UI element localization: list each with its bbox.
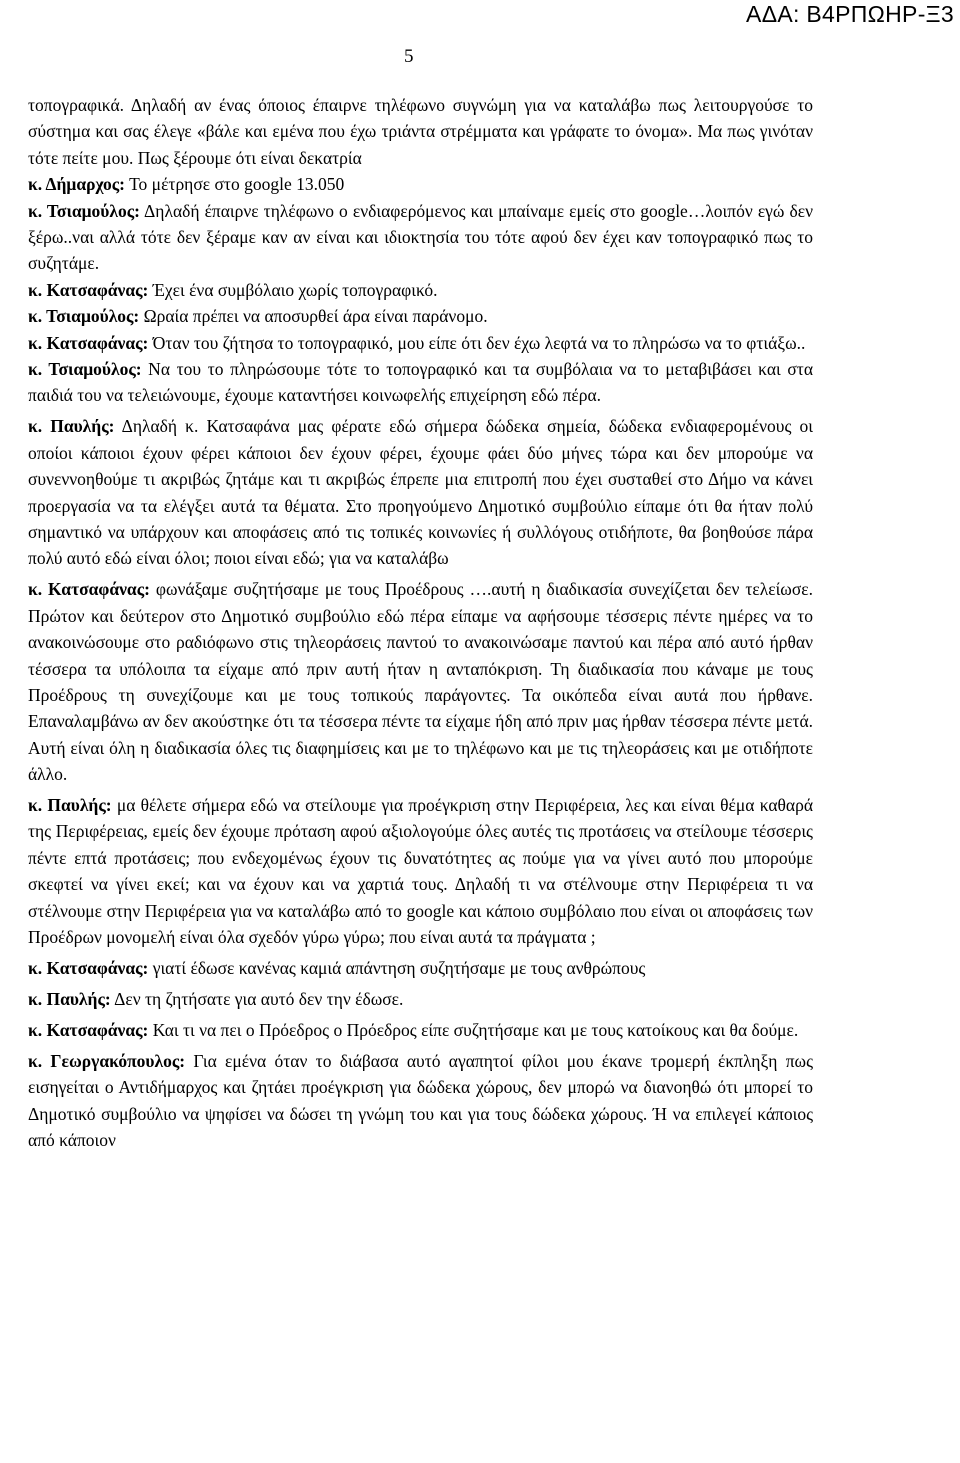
paragraph-text: Δεν τη ζητήσατε για αυτό δεν την έδωσε. — [110, 988, 404, 1009]
paragraph-2 — [28, 171, 813, 197]
paragraph-11 — [28, 955, 813, 981]
paragraph-8 — [28, 413, 813, 571]
paragraph-14 — [28, 1048, 813, 1154]
paragraph-7 — [28, 356, 813, 409]
paragraph-12 — [28, 986, 813, 1012]
page-number: 5 — [404, 46, 414, 67]
paragraph-3 — [28, 198, 813, 277]
paragraph-text: Έχει ένα συμβόλαιο χωρίς τοπογραφικό. — [148, 279, 438, 300]
paragraph-text: Να του το πληρώσουμε τότε το τοπογραφικό και τα συμβόλαια να το μεταβιβάσει και στα παιδιά του να τελειώνουμε, έχουμε καταντήσει κοινωφελής επιχείρηση εδώ πέρα. — [28, 359, 813, 406]
paragraph-text: Όταν του ζήτησα το τοπογραφικό, μου είπε ότι δεν έχω λεφτά να το πληρώσω να το φτιάξω.. — [148, 332, 806, 353]
speaker-label: κ. Τσιαμούλος: — [28, 200, 140, 221]
speaker-label: κ. Τσιαμούλος: — [28, 359, 142, 380]
speaker-label: κ. Κατσαφάνας: — [28, 279, 149, 300]
speaker-label: κ. Τσιαμούλος: — [28, 306, 140, 327]
paragraph-1 — [28, 92, 813, 171]
paragraph-text: φωνάξαμε συζητήσαμε με τους Προέδρους ….αυτή η διαδικασία συνεχίζεται δεν τελείωσε. Πρώτον και δεύτερον στο Δημοτικό συμβούλιο εδώ πέρα είπαμε να αφήσουμε τέσσερις πέντε ημέρες να το ανακοινώσουμε στο ραδιόφωνο στις τηλεοράσεις παντού το ανακοινώσαμε παντού και πέρα από αυτό ήρθαν τέσσερα τα υπόλοιπα τα είχαμε από πριν αυτή ήταν η ανταπόκριση. Τη διαδικασία που κάναμε με τους Προέδρους τη συνεχίζουμε και με τους τοπικούς παράγοντες. Τα οικόπεδα είναι αυτά που ήρθανε. Επαναλαμβάνω αν δεν ακούστηκε ότι τα τέσσερα πέντε τα είχαμε ήδη από πριν μας ήρθαν τέσσερα πέντε μετά. Αυτή είναι όλη η διαδικασία όλες τις διαφημίσεις και με το τηλέφωνο και με τις τηλεοράσεις και με οτιδήποτε άλλο. — [28, 579, 813, 785]
paragraph-13 — [28, 1017, 813, 1043]
paragraph-text: Δηλαδή κ. Κατσαφάνα μας φέρατε εδώ σήμερα δώδεκα σημεία, δώδεκα ενδιαφερομένους οι οποίοι κάποιοι έχουν φέρει κάποιοι δεν έχουν φέρει, έχουμε φάει δύο μήνες τώρα και δεν μπορούμε να συνεννοηθούμε τι ακριβώς ζητάμε και τι ακριβώς έπρεπε μια επιτροπή που έχει συσταθεί στο Δήμο να κάνει προεργασία να τα ελέγξει αυτά τα θέματα. Στο προηγούμενο Δημοτικό συμβούλιο είπαμε ότι θα ήταν πολύ σημαντικό να υπάρχουν και αποφάσεις από τις τοπικές κοινωνίες ή συλλόγους οτιδήποτε, θα βοηθούσε πάρα πολύ αυτό εδώ είναι όλοι; ποιοι είναι εδώ; για να καταλάβω — [28, 416, 813, 569]
speaker-label: κ. Παυλής: — [28, 795, 112, 816]
paragraph-9 — [28, 576, 813, 787]
paragraph-text: τοπογραφικά. Δηλαδή αν ένας όποιος έπαιρνε τηλέφωνο συγνώμη για να καταλάβω πως λειτουργούσε το σύστημα και σας έλεγε «βάλε και εμένα που έχω τριάντα στρέμματα και γράφατε το όνομα». Μα πως γινόταν τότε πείτε μου. Πως ξέρουμε ότι είναι δεκατρία — [28, 95, 813, 168]
speaker-label: κ. Κατσαφάνας: — [28, 958, 149, 978]
speaker-label: κ. Παυλής: — [28, 416, 115, 437]
paragraph-text: Και τι να πει ο Πρόεδρος ο Πρόεδρος είπε συζητήσαμε και με τους κατοίκους και θα δούμε. — [148, 1019, 799, 1040]
paragraph-4 — [28, 277, 813, 303]
speaker-label: κ. Γεωργακόπουλος: — [28, 1050, 186, 1071]
paragraph-text: Για εμένα όταν το διάβασα αυτό αγαπητοί φίλοι μου έκανε τρομερή έκπληξη πως εισηγείται ο Αντιδήμαρχος και ζητάει προέγκριση για δώδεκα χώρους, δεν μπορώ να διανοηθώ ότι μπορεί το Δημοτικό συμβούλιο να ψηφίσει να δώσει τη γνώμη του και για τους δώδεκα χώρους. Ή να επιλεγεί κάποιος από κάποιον — [28, 1050, 814, 1150]
paragraph-text: μα θέλετε σήμερα εδώ να στείλουμε για προέγκριση στην Περιφέρεια, λες και είναι θέμα καθαρά της Περιφέρειας, εμείς δεν έχουμε πρόταση αφού αξιολογούμε όλες αυτές τις προτάσεις να στείλουμε τέσσερις πέντε επτά προτάσεις; που ενδεχομένως έχουν τις δυνατότητες ας πούμε για να γίνει αυτό που μπορούμε σκεφτεί να γίνει εκεί; και να έχουν και να χαρτιά τους. Δηλαδή τι να στέλνουμε στην Περιφέρεια τι να στέλνουμε στην Περιφέρεια για να καταλάβω από το google και κάποιο συμβόλαιο που είναι οι αποφάσεις των Προέδρων μονομελή είναι όλα σχεδόν γύρω γύρω; που είναι αυτά τα πράγματα ; — [28, 795, 813, 948]
speaker-label: κ. Κατσαφάνας: — [28, 579, 150, 600]
paragraph-text: Δηλαδή έπαιρνε τηλέφωνο ο ενδιαφερόμενος και μπαίναμε εμείς στο google…λοιπόν εγώ δεν ξέρω..ναι αλλά τότε δεν ξέραμε καν αν είναι και ιδιοκτησία του τότε αφού δεν έχει καν τοπογραφικό πως το συζητάμε. — [28, 200, 813, 274]
paragraph-5 — [28, 303, 813, 329]
speaker-label: κ. Κατσαφάνας: — [28, 332, 149, 353]
speaker-label: κ. Δήμαρχος: — [28, 174, 126, 195]
ada-code: ΑΔΑ: Β4ΡΠΩΗΡ-Ξ3 — [746, 1, 954, 27]
paragraph-text: Το μέτρησε στο google 13.050 — [125, 174, 345, 195]
speaker-label: κ. Κατσαφάνας: — [28, 1019, 149, 1040]
paragraph-6 — [28, 330, 813, 356]
paragraph-text: γιατί έδωσε κανένας καμιά απάντηση συζητήσαμε με τους ανθρώπους — [148, 958, 646, 978]
paragraph-text: Ωραία πρέπει να αποσυρθεί άρα είναι παράνομο. — [139, 306, 488, 327]
minutes-body — [28, 92, 813, 1153]
speaker-label: κ. Παυλής: — [28, 988, 111, 1009]
paragraph-10 — [28, 792, 813, 950]
